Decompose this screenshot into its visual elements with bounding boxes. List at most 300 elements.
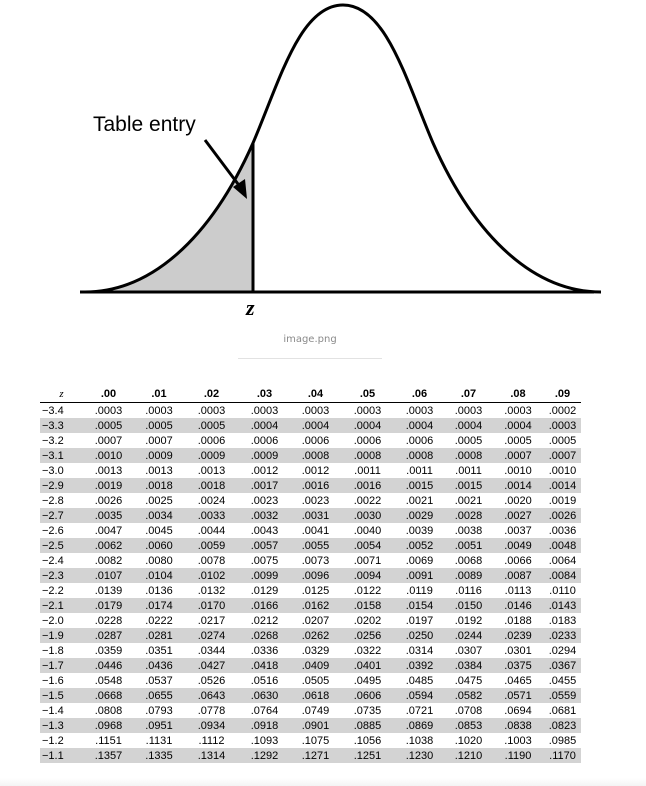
column-header: .00: [83, 386, 134, 403]
probability-cell: .0006: [353, 434, 382, 447]
probability-cell: .0003: [454, 404, 483, 417]
probability-cell: .0084: [544, 568, 581, 583]
probability-cell: .0107: [83, 568, 134, 583]
probability-cell: .0838: [492, 718, 544, 733]
probability-cell: .0294: [548, 644, 577, 657]
z-label: z: [246, 295, 255, 320]
probability-cell: .0668: [83, 688, 134, 703]
probability-cell: .0007: [145, 434, 173, 447]
probability-cell: .0643: [184, 688, 239, 703]
table-row: [40, 628, 581, 643]
probability-cell: .0011: [455, 464, 482, 477]
probability-cell: .0013: [94, 464, 123, 477]
probability-cell: .0162: [290, 598, 341, 613]
probability-cell: .0082: [94, 554, 123, 567]
probability-cell: .0793: [145, 704, 173, 717]
probability-cell: .0003: [405, 404, 434, 417]
probability-cell: .0007: [492, 448, 544, 463]
probability-cell: .0051: [445, 538, 492, 553]
probability-cell: .0037: [504, 524, 532, 537]
probability-cell: .0075: [250, 554, 279, 567]
z-value-cell: −1.5: [40, 688, 83, 703]
probability-cell: .1210: [445, 748, 492, 763]
table-row: [40, 523, 581, 538]
probability-cell: .0446: [83, 658, 134, 673]
z-value-cell: −2.7: [40, 508, 83, 523]
probability-cell: .0287: [83, 628, 134, 643]
probability-cell: .0901: [290, 718, 341, 733]
probability-cell: .0336: [250, 644, 279, 657]
probability-cell: .0009: [134, 448, 184, 463]
probability-cell: .0016: [341, 478, 394, 493]
table-header-row: [40, 386, 581, 403]
probability-cell: .0436: [134, 658, 184, 673]
probability-cell: .0207: [301, 614, 330, 627]
column-header: .02: [184, 386, 239, 403]
probability-cell: .0026: [94, 494, 123, 507]
probability-cell: .0026: [544, 508, 581, 523]
probability-cell: .0708: [454, 704, 483, 717]
column-header: .07: [445, 386, 492, 403]
probability-cell: .0217: [197, 614, 226, 627]
probability-cell: .0166: [239, 598, 290, 613]
probability-cell: .0274: [184, 628, 239, 643]
probability-cell: .0005: [548, 434, 577, 447]
probability-cell: .0005: [134, 418, 184, 433]
probability-cell: .0010: [504, 464, 532, 477]
probability-cell: .0778: [197, 704, 226, 717]
column-header: .06: [394, 386, 445, 403]
probability-cell: .0021: [454, 494, 483, 507]
probability-cell: .0054: [341, 538, 394, 553]
z-value-cell: −2.5: [40, 538, 83, 553]
probability-cell: .0006: [250, 434, 279, 447]
probability-cell: .0003: [504, 404, 532, 417]
probability-cell: .0014: [492, 478, 544, 493]
probability-cell: .0048: [544, 538, 581, 553]
probability-cell: .0066: [504, 554, 532, 567]
probability-cell: .0023: [301, 494, 330, 507]
z-value-cell: −2.8: [42, 494, 64, 507]
probability-cell: .0036: [548, 524, 577, 537]
probability-cell: .0375: [492, 658, 544, 673]
probability-cell: .0006: [197, 434, 226, 447]
probability-cell: .0968: [83, 718, 134, 733]
probability-cell: .0606: [341, 688, 394, 703]
probability-cell: .1230: [394, 748, 445, 763]
probability-cell: .0024: [197, 494, 226, 507]
z-value-cell: −2.9: [40, 478, 83, 493]
probability-cell: .0808: [94, 704, 123, 717]
probability-cell: .0052: [394, 538, 445, 553]
probability-cell: .0009: [184, 448, 239, 463]
probability-cell: .0582: [445, 688, 492, 703]
probability-cell: .0045: [145, 524, 173, 537]
probability-cell: .0344: [197, 644, 226, 657]
probability-cell: .0154: [394, 598, 445, 613]
z-value-cell: −3.4: [42, 404, 64, 417]
probability-cell: .0025: [145, 494, 173, 507]
table-row: [40, 568, 581, 583]
column-header: .08: [492, 386, 544, 403]
table-row: [40, 448, 581, 463]
probability-cell: .0073: [301, 554, 330, 567]
probability-cell: .0351: [145, 644, 173, 657]
probability-cell: .0314: [405, 644, 434, 657]
probability-cell: .0749: [301, 704, 330, 717]
probability-cell: .0136: [145, 584, 173, 597]
probability-cell: .0002: [548, 404, 577, 417]
probability-cell: .1093: [250, 734, 279, 747]
probability-cell: .0017: [239, 478, 290, 493]
z-value-cell: −1.2: [42, 734, 64, 747]
probability-cell: .0020: [504, 494, 532, 507]
probability-cell: .0537: [145, 674, 173, 687]
probability-cell: .0384: [445, 658, 492, 673]
table-row: [40, 418, 581, 433]
probability-cell: .1131: [145, 734, 173, 747]
probability-cell: .0022: [353, 494, 382, 507]
probability-cell: .0119: [406, 584, 433, 597]
probability-cell: .0096: [290, 568, 341, 583]
z-value-cell: −1.7: [40, 658, 83, 673]
probability-cell: .0655: [134, 688, 184, 703]
probability-cell: .0057: [239, 538, 290, 553]
probability-cell: .0853: [445, 718, 492, 733]
z-value-cell: −1.1: [40, 748, 83, 763]
probability-cell: .1020: [454, 734, 483, 747]
z-value-cell: −1.6: [42, 674, 64, 687]
column-header: .09: [544, 386, 581, 403]
table-row: [40, 493, 581, 508]
table-row: [40, 643, 581, 658]
probability-cell: .0078: [197, 554, 226, 567]
probability-cell: .0307: [454, 644, 483, 657]
probability-cell: .0013: [197, 464, 226, 477]
probability-cell: .0004: [341, 418, 394, 433]
probability-cell: .0069: [405, 554, 434, 567]
probability-cell: .0033: [184, 508, 239, 523]
probability-cell: .0256: [341, 628, 394, 643]
probability-cell: .1075: [301, 734, 330, 747]
probability-cell: .1271: [290, 748, 341, 763]
z-value-cell: −3.2: [42, 434, 64, 447]
probability-cell: .0068: [454, 554, 483, 567]
probability-cell: .0080: [145, 554, 173, 567]
probability-cell: .0183: [548, 614, 577, 627]
column-header: .04: [290, 386, 341, 403]
probability-cell: .0018: [134, 478, 184, 493]
table-row: [40, 508, 581, 523]
probability-cell: .0014: [544, 478, 581, 493]
probability-cell: .1056: [353, 734, 382, 747]
probability-cell: .0049: [492, 538, 544, 553]
probability-cell: .0012: [250, 464, 279, 477]
probability-cell: .0064: [548, 554, 577, 567]
probability-cell: .0244: [445, 628, 492, 643]
probability-cell: .0143: [544, 598, 581, 613]
table-row: [40, 463, 581, 478]
table-row: [40, 598, 581, 613]
probability-cell: .0228: [94, 614, 123, 627]
probability-cell: .0102: [184, 568, 239, 583]
probability-cell: .0034: [134, 508, 184, 523]
probability-cell: .0885: [341, 718, 394, 733]
z-value-cell: −3.1: [40, 448, 83, 463]
table-row: [40, 553, 581, 568]
z-column-header: z: [40, 386, 83, 403]
probability-cell: .0694: [504, 704, 532, 717]
probability-cell: .0418: [239, 658, 290, 673]
probability-cell: .0005: [454, 434, 483, 447]
probability-cell: .0268: [239, 628, 290, 643]
probability-cell: .0087: [492, 568, 544, 583]
probability-cell: .0150: [445, 598, 492, 613]
probability-cell: .0125: [301, 584, 330, 597]
z-table: [40, 386, 581, 763]
image-caption: image.png: [283, 334, 337, 345]
probability-cell: .0475: [454, 674, 483, 687]
probability-cell: .0004: [239, 418, 290, 433]
probability-cell: .0044: [197, 524, 226, 537]
table-row: [40, 733, 581, 748]
probability-cell: .1335: [134, 748, 184, 763]
probability-cell: .0571: [492, 688, 544, 703]
probability-cell: .0003: [250, 404, 279, 417]
table-body: [40, 403, 581, 764]
probability-cell: .0250: [394, 628, 445, 643]
probability-cell: .0823: [544, 718, 581, 733]
probability-cell: .0035: [83, 508, 134, 523]
z-value-cell: −2.0: [42, 614, 64, 627]
table-row: [40, 613, 581, 628]
table-row: [40, 673, 581, 688]
probability-cell: .0040: [353, 524, 382, 537]
probability-cell: .0015: [394, 478, 445, 493]
probability-cell: .0011: [406, 464, 433, 477]
probability-cell: .1190: [492, 748, 544, 763]
probability-cell: .1112: [198, 734, 225, 747]
probability-cell: .0158: [341, 598, 394, 613]
table-row: [40, 688, 581, 703]
probability-cell: .0505: [301, 674, 330, 687]
table-row: [40, 658, 581, 673]
z-value-cell: −1.4: [42, 704, 64, 717]
z-value-cell: −2.1: [40, 598, 83, 613]
bell-curve: [85, 5, 601, 292]
probability-cell: .0003: [544, 418, 581, 433]
table-row: [40, 433, 581, 448]
probability-cell: .0029: [394, 508, 445, 523]
probability-cell: .0043: [250, 524, 279, 537]
probability-cell: .0062: [83, 538, 134, 553]
probability-cell: .0359: [94, 644, 123, 657]
probability-cell: .0006: [301, 434, 330, 447]
probability-cell: .0005: [504, 434, 532, 447]
column-header: .03: [239, 386, 290, 403]
probability-cell: .0059: [184, 538, 239, 553]
probability-cell: .0179: [83, 598, 134, 613]
probability-cell: .0003: [145, 404, 173, 417]
probability-cell: .0006: [405, 434, 434, 447]
probability-cell: .0301: [504, 644, 532, 657]
probability-cell: .0039: [405, 524, 434, 537]
table-row: [40, 478, 581, 493]
z-value-cell: −3.3: [40, 418, 83, 433]
probability-cell: .0174: [134, 598, 184, 613]
normal-curve-diagram: [0, 0, 646, 330]
probability-cell: .0008: [341, 448, 394, 463]
probability-cell: .0023: [250, 494, 279, 507]
probability-cell: .0003: [197, 404, 226, 417]
probability-cell: .0015: [445, 478, 492, 493]
probability-cell: .0526: [197, 674, 226, 687]
probability-cell: .0008: [394, 448, 445, 463]
probability-cell: .0055: [290, 538, 341, 553]
probability-cell: .0060: [134, 538, 184, 553]
probability-cell: .0918: [239, 718, 290, 733]
probability-cell: .0089: [445, 568, 492, 583]
probability-cell: .0618: [290, 688, 341, 703]
probability-cell: .0010: [548, 464, 577, 477]
probability-cell: .0132: [197, 584, 226, 597]
probability-cell: .0004: [445, 418, 492, 433]
probability-cell: .0485: [405, 674, 434, 687]
probability-cell: .0021: [405, 494, 434, 507]
probability-cell: .0019: [548, 494, 577, 507]
table-entry-label: Table entry: [93, 113, 196, 136]
probability-cell: .0559: [544, 688, 581, 703]
probability-cell: .0465: [504, 674, 532, 687]
probability-cell: .0005: [83, 418, 134, 433]
probability-cell: .0007: [94, 434, 123, 447]
z-value-cell: −2.2: [42, 584, 64, 597]
probability-cell: .0009: [239, 448, 290, 463]
probability-cell: .0041: [301, 524, 330, 537]
probability-cell: .0047: [94, 524, 123, 537]
pointer-arrow-shaft: [205, 140, 241, 188]
probability-cell: .0030: [341, 508, 394, 523]
probability-cell: .1170: [544, 748, 581, 763]
probability-cell: .0951: [134, 718, 184, 733]
probability-cell: .0329: [301, 644, 330, 657]
z-value-cell: −2.4: [42, 554, 64, 567]
probability-cell: .0019: [83, 478, 134, 493]
probability-cell: .0032: [239, 508, 290, 523]
probability-cell: .0401: [341, 658, 394, 673]
probability-cell: .0455: [548, 674, 577, 687]
probability-cell: .0516: [250, 674, 279, 687]
probability-cell: .0985: [548, 734, 577, 747]
probability-cell: .0091: [394, 568, 445, 583]
bottom-fade: [0, 778, 646, 786]
probability-cell: .0869: [394, 718, 445, 733]
z-table-container: [40, 386, 581, 786]
z-value-cell: −2.6: [42, 524, 64, 537]
probability-cell: .0028: [445, 508, 492, 523]
probability-cell: .0188: [504, 614, 532, 627]
table-row: [40, 538, 581, 553]
shaded-area: [85, 143, 253, 292]
probability-cell: .0104: [134, 568, 184, 583]
probability-cell: .0010: [83, 448, 134, 463]
probability-cell: .0007: [544, 448, 581, 463]
probability-cell: .0004: [492, 418, 544, 433]
probability-cell: .0008: [290, 448, 341, 463]
probability-cell: .0212: [250, 614, 279, 627]
probability-cell: .0197: [405, 614, 434, 627]
probability-cell: .0018: [184, 478, 239, 493]
probability-cell: .0735: [353, 704, 382, 717]
probability-cell: .0222: [145, 614, 173, 627]
probability-cell: .0721: [405, 704, 434, 717]
probability-cell: .0099: [239, 568, 290, 583]
probability-cell: .0003: [353, 404, 382, 417]
probability-cell: .0027: [492, 508, 544, 523]
probability-cell: .0038: [454, 524, 483, 537]
probability-cell: .1357: [83, 748, 134, 763]
probability-cell: .0367: [544, 658, 581, 673]
probability-cell: .0170: [184, 598, 239, 613]
probability-cell: .0116: [455, 584, 482, 597]
probability-cell: .0322: [353, 644, 382, 657]
probability-cell: .0071: [353, 554, 382, 567]
probability-cell: .0094: [341, 568, 394, 583]
probability-cell: .0005: [184, 418, 239, 433]
z-value-cell: −1.9: [40, 628, 83, 643]
probability-cell: .0031: [290, 508, 341, 523]
probability-cell: .0004: [394, 418, 445, 433]
table-row: [40, 748, 581, 763]
probability-cell: .0012: [301, 464, 330, 477]
normal-curve-figure: [0, 0, 646, 330]
column-header: .01: [134, 386, 184, 403]
probability-cell: .0113: [504, 584, 532, 597]
probability-cell: .0392: [394, 658, 445, 673]
probability-cell: .0003: [94, 404, 123, 417]
z-value-cell: −2.3: [40, 568, 83, 583]
probability-cell: .0008: [445, 448, 492, 463]
probability-cell: .1038: [405, 734, 434, 747]
table-row: [40, 403, 581, 419]
probability-cell: .0004: [290, 418, 341, 433]
probability-cell: .0192: [454, 614, 483, 627]
caption-divider: [238, 358, 382, 359]
probability-cell: .0146: [492, 598, 544, 613]
probability-cell: .0548: [94, 674, 123, 687]
probability-cell: .0202: [353, 614, 382, 627]
probability-cell: .0129: [250, 584, 279, 597]
probability-cell: .0281: [134, 628, 184, 643]
probability-cell: .0681: [548, 704, 577, 717]
probability-cell: .0016: [290, 478, 341, 493]
probability-cell: .0495: [353, 674, 382, 687]
probability-cell: .0594: [394, 688, 445, 703]
probability-cell: .0630: [239, 688, 290, 703]
probability-cell: .1314: [184, 748, 239, 763]
probability-cell: .0011: [354, 464, 381, 477]
probability-cell: .0764: [250, 704, 279, 717]
probability-cell: .1003: [504, 734, 532, 747]
z-value-cell: −3.0: [42, 464, 64, 477]
probability-cell: .0003: [301, 404, 330, 417]
table-row: [40, 718, 581, 733]
probability-cell: .0013: [145, 464, 173, 477]
probability-cell: .0427: [184, 658, 239, 673]
probability-cell: .0239: [492, 628, 544, 643]
probability-cell: .1292: [239, 748, 290, 763]
probability-cell: .0233: [544, 628, 581, 643]
